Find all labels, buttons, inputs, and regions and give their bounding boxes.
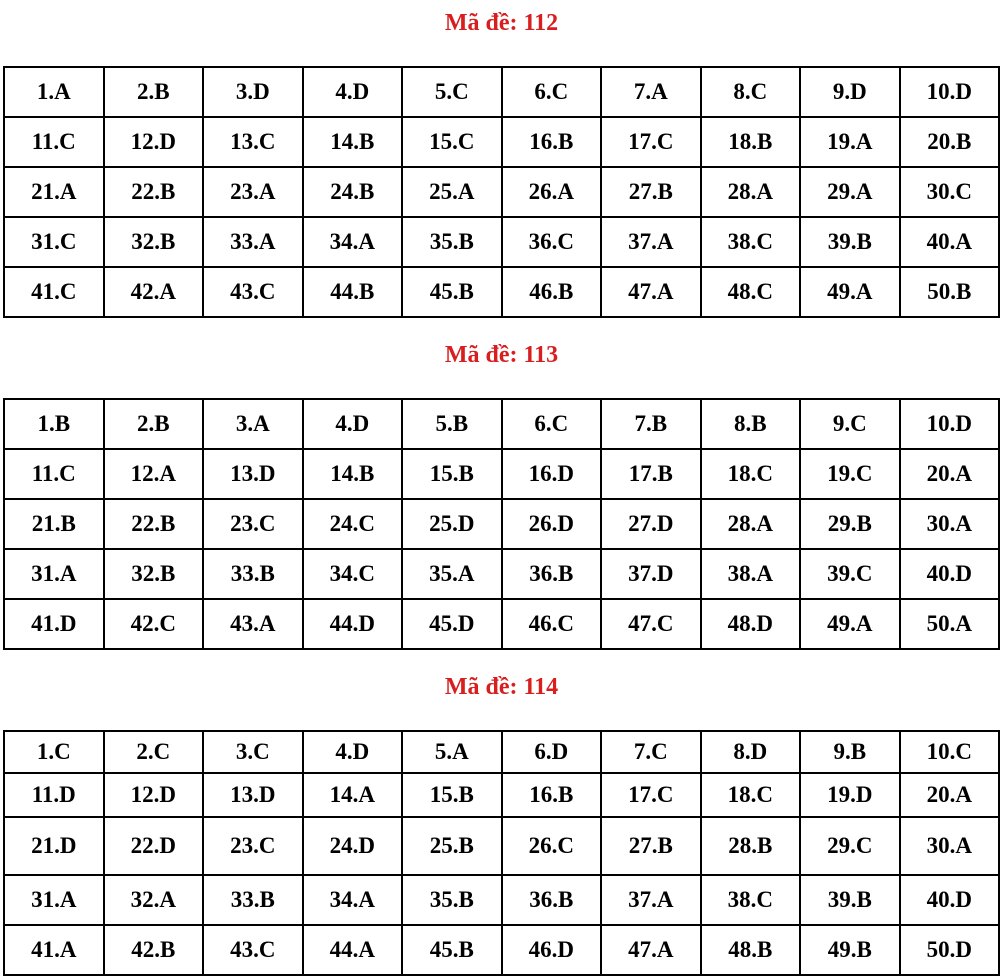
answer-cell: 47.C [601, 599, 701, 649]
answer-cell: 50.D [900, 925, 1000, 975]
answer-cell: 28.A [701, 167, 801, 217]
answer-cell: 25.B [402, 817, 502, 875]
answer-cell: 34.A [303, 875, 403, 925]
answer-cell: 36.B [502, 875, 602, 925]
answer-cell: 37.D [601, 549, 701, 599]
answer-cell: 12.D [104, 773, 204, 817]
answer-cell: 6.D [502, 731, 602, 773]
table-row [4, 67, 999, 117]
answer-cell: 40.D [900, 549, 1000, 599]
table-row [4, 117, 999, 167]
answer-cell: 45.B [402, 267, 502, 317]
answer-cell: 17.C [601, 773, 701, 817]
answer-cell: 31.A [4, 875, 104, 925]
answer-cell: 5.C [402, 67, 502, 117]
answer-cell: 20.B [900, 117, 1000, 167]
answer-cell: 6.C [502, 67, 602, 117]
answer-cell: 11.C [4, 117, 104, 167]
answer-cell: 42.C [104, 599, 204, 649]
answer-cell: 24.B [303, 167, 403, 217]
answer-cell: 1.C [4, 731, 104, 773]
answer-cell: 28.A [701, 499, 801, 549]
answer-cell: 13.C [203, 117, 303, 167]
answer-cell: 41.A [4, 925, 104, 975]
answer-cell: 32.B [104, 549, 204, 599]
answer-cell: 48.B [701, 925, 801, 975]
answer-cell: 15.B [402, 773, 502, 817]
answer-cell: 43.A [203, 599, 303, 649]
answer-cell: 43.C [203, 925, 303, 975]
answer-cell: 42.B [104, 925, 204, 975]
answer-cell: 36.C [502, 217, 602, 267]
answer-cell: 26.C [502, 817, 602, 875]
answer-cell: 47.A [601, 925, 701, 975]
answer-cell: 1.B [4, 399, 104, 449]
answer-cell: 7.A [601, 67, 701, 117]
answer-cell: 29.B [800, 499, 900, 549]
answer-cell: 35.B [402, 217, 502, 267]
answer-cell: 40.A [900, 217, 1000, 267]
answer-cell: 21.D [4, 817, 104, 875]
answer-cell: 7.C [601, 731, 701, 773]
answer-cell: 19.C [800, 449, 900, 499]
answer-cell: 12.D [104, 117, 204, 167]
answer-cell: 39.B [800, 875, 900, 925]
answer-cell: 8.D [701, 731, 801, 773]
answer-cell: 4.D [303, 731, 403, 773]
answer-cell: 30.C [900, 167, 1000, 217]
table-row [4, 773, 999, 817]
answer-cell: 12.A [104, 449, 204, 499]
table-row [4, 731, 999, 773]
answer-cell: 23.A [203, 167, 303, 217]
answer-cell: 50.A [900, 599, 1000, 649]
answer-cell: 23.C [203, 817, 303, 875]
answer-cell: 22.B [104, 499, 204, 549]
answer-cell: 32.B [104, 217, 204, 267]
answer-cell: 31.A [4, 549, 104, 599]
answer-cell: 3.C [203, 731, 303, 773]
answer-cell: 35.A [402, 549, 502, 599]
answer-cell: 34.C [303, 549, 403, 599]
answer-cell: 46.D [502, 925, 602, 975]
answer-cell: 25.A [402, 167, 502, 217]
answer-table [3, 66, 1000, 318]
answer-cell: 21.B [4, 499, 104, 549]
answer-cell: 30.A [900, 817, 1000, 875]
answer-cell: 25.D [402, 499, 502, 549]
answer-cell: 6.C [502, 399, 602, 449]
answer-cell: 14.A [303, 773, 403, 817]
answer-cell: 33.B [203, 549, 303, 599]
answer-cell: 21.A [4, 167, 104, 217]
table-row [4, 449, 999, 499]
answer-cell: 11.D [4, 773, 104, 817]
answer-cell: 41.C [4, 267, 104, 317]
answer-cell: 45.B [402, 925, 502, 975]
answer-cell: 26.D [502, 499, 602, 549]
table-row [4, 267, 999, 317]
answer-cell: 47.A [601, 267, 701, 317]
answer-cell: 13.D [203, 449, 303, 499]
answer-cell: 48.C [701, 267, 801, 317]
answer-cell: 2.B [104, 67, 204, 117]
answer-cell: 15.B [402, 449, 502, 499]
answer-cell: 15.C [402, 117, 502, 167]
answer-cell: 4.D [303, 67, 403, 117]
answer-cell: 23.C [203, 499, 303, 549]
answer-cell: 32.A [104, 875, 204, 925]
section-title: Mã đề: 113 [444, 342, 559, 368]
answer-cell: 13.D [203, 773, 303, 817]
answer-cell: 26.A [502, 167, 602, 217]
answer-cell: 49.A [800, 599, 900, 649]
answer-cell: 7.B [601, 399, 701, 449]
answer-cell: 14.B [303, 117, 403, 167]
answer-cell: 11.C [4, 449, 104, 499]
answer-cell: 37.A [601, 875, 701, 925]
answer-cell: 3.A [203, 399, 303, 449]
answer-cell: 28.B [701, 817, 801, 875]
answer-cell: 24.C [303, 499, 403, 549]
answer-cell: 20.A [900, 773, 1000, 817]
table-row [4, 599, 999, 649]
answer-cell: 44.D [303, 599, 403, 649]
answer-cell: 39.C [800, 549, 900, 599]
answer-cell: 19.A [800, 117, 900, 167]
answer-cell: 44.A [303, 925, 403, 975]
answer-cell: 33.A [203, 217, 303, 267]
answer-cell: 14.B [303, 449, 403, 499]
answer-cell: 16.B [502, 773, 602, 817]
answer-cell: 30.A [900, 499, 1000, 549]
answer-cell: 35.B [402, 875, 502, 925]
answer-cell: 41.D [4, 599, 104, 649]
answer-cell: 9.B [800, 731, 900, 773]
answer-cell: 45.D [402, 599, 502, 649]
answer-cell: 18.B [701, 117, 801, 167]
answer-cell: 38.A [701, 549, 801, 599]
table-row [4, 549, 999, 599]
answer-cell: 49.A [800, 267, 900, 317]
answer-cell: 50.B [900, 267, 1000, 317]
table-row [4, 925, 999, 975]
answer-cell: 5.B [402, 399, 502, 449]
table-row [4, 167, 999, 217]
answer-cell: 1.A [4, 67, 104, 117]
answer-cell: 44.B [303, 267, 403, 317]
answer-cell: 20.A [900, 449, 1000, 499]
answer-cell: 2.B [104, 399, 204, 449]
table-row [4, 875, 999, 925]
answer-cell: 40.D [900, 875, 1000, 925]
answer-cell: 18.C [701, 773, 801, 817]
answer-cell: 29.C [800, 817, 900, 875]
answer-cell: 46.C [502, 599, 602, 649]
table-row [4, 499, 999, 549]
answer-cell: 43.C [203, 267, 303, 317]
section-title: Mã đề: 112 [444, 10, 559, 36]
answer-cell: 33.B [203, 875, 303, 925]
answer-cell: 22.D [104, 817, 204, 875]
answer-cell: 8.C [701, 67, 801, 117]
answer-cell: 49.B [800, 925, 900, 975]
table-row [4, 217, 999, 267]
answer-cell: 46.B [502, 267, 602, 317]
section-title: Mã đề: 114 [444, 674, 559, 700]
answer-cell: 37.A [601, 217, 701, 267]
table-row [4, 399, 999, 449]
answer-cell: 4.D [303, 399, 403, 449]
answer-cell: 3.D [203, 67, 303, 117]
answer-table [3, 730, 1000, 976]
answer-cell: 5.A [402, 731, 502, 773]
answer-cell: 48.D [701, 599, 801, 649]
answer-cell: 17.C [601, 117, 701, 167]
answer-cell: 27.D [601, 499, 701, 549]
answer-cell: 10.D [900, 67, 1000, 117]
answer-cell: 29.A [800, 167, 900, 217]
answer-cell: 8.B [701, 399, 801, 449]
answer-table [3, 398, 1000, 650]
answer-cell: 27.B [601, 817, 701, 875]
answer-cell: 2.C [104, 731, 204, 773]
answer-cell: 18.C [701, 449, 801, 499]
answer-cell: 10.D [900, 399, 1000, 449]
answer-cell: 36.B [502, 549, 602, 599]
answer-cell: 9.C [800, 399, 900, 449]
answer-cell: 38.C [701, 875, 801, 925]
answer-cell: 34.A [303, 217, 403, 267]
answer-cell: 16.B [502, 117, 602, 167]
answer-cell: 31.C [4, 217, 104, 267]
answer-cell: 10.C [900, 731, 1000, 773]
answer-cell: 27.B [601, 167, 701, 217]
answer-cell: 24.D [303, 817, 403, 875]
answer-cell: 38.C [701, 217, 801, 267]
table-row [4, 817, 999, 875]
answer-cell: 22.B [104, 167, 204, 217]
answer-cell: 17.B [601, 449, 701, 499]
answer-cell: 42.A [104, 267, 204, 317]
answer-cell: 39.B [800, 217, 900, 267]
answer-cell: 19.D [800, 773, 900, 817]
answer-cell: 16.D [502, 449, 602, 499]
answer-cell: 9.D [800, 67, 900, 117]
